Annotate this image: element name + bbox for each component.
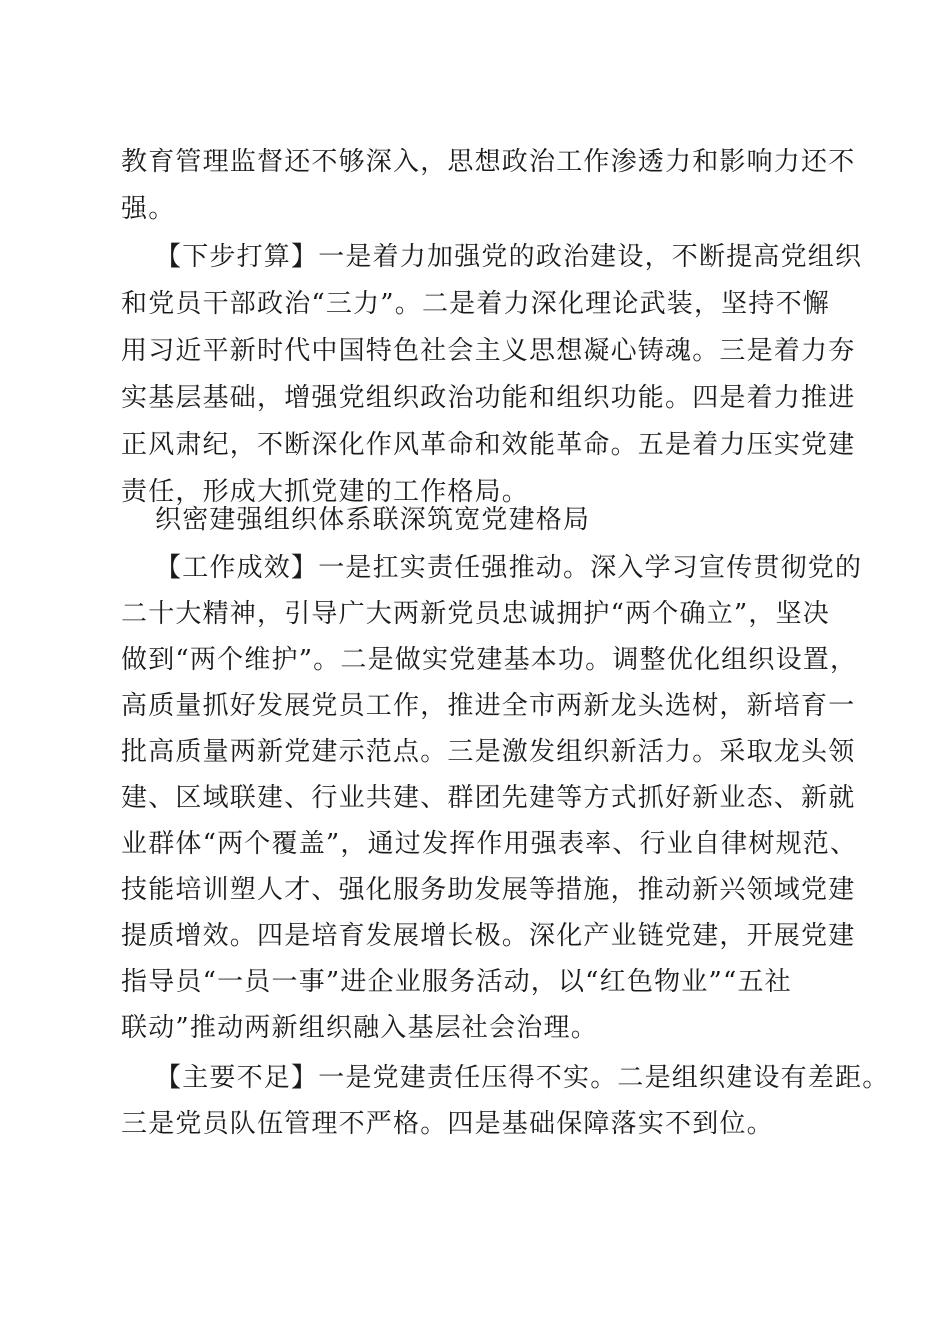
text-line: 【工作成效】一是扛实责任强推动。深入学习宣传贯彻党的 xyxy=(155,553,863,583)
text-line: 用习近平新时代中国特色社会主义思想凝心铸魂。三是着力夯 xyxy=(121,336,856,366)
text-line: 【主要不足】一是党建责任压得不实。二是组织建设有差距。 xyxy=(155,1063,890,1093)
text-line: 高质量抓好发展党员工作，推进全市两新龙头选树，新培育一 xyxy=(121,691,856,721)
text-line: 和党员干部政治“三力”。二是着力深化理论武装，坚持不懈 xyxy=(121,289,830,319)
text-line: 指导员“一员一事”进企业服务活动，以“红色物业”“五社 xyxy=(121,967,792,997)
text-line: 提质增效。四是培育发展增长极。深化产业链党建，开展党建 xyxy=(121,921,856,951)
text-line: 二十大精神，引导广大两新党员忠诚拥护“两个确立”，坚决 xyxy=(121,599,830,629)
text-line: 批高质量两新党建示范点。三是激发组织新活力。采取龙头领 xyxy=(121,737,856,767)
text-line: 实基层基础，增强党组织政治功能和组织功能。四是着力推进 xyxy=(121,383,856,413)
text-line: 教育管理监督还不够深入，思想政治工作渗透力和影响力还不 xyxy=(121,147,856,177)
text-line: 强。 xyxy=(121,194,176,224)
text-line: 业群体“两个覆盖”，通过发挥作用强表率、行业自律树规范、 xyxy=(121,829,858,859)
text-line: 正风肃纪，不断深化作风革命和效能革命。五是着力压实党建 xyxy=(121,430,856,460)
text-line: 【下步打算】一是着力加强党的政治建设，不断提高党组织 xyxy=(155,242,863,272)
text-line: 三是党员队伍管理不严格。四是基础保障落实不到位。 xyxy=(121,1109,774,1139)
text-line: 责任，形成大抓党建的工作格局。 xyxy=(121,477,530,507)
text-line: 建、区域联建、行业共建、群团先建等方式抓好新业态、新就 xyxy=(121,783,856,813)
section-heading: 织密建强组织体系联深筑宽党建格局 xyxy=(155,505,591,535)
text-line: 技能培训塑人才、强化服务助发展等措施，推动新兴领域党建 xyxy=(121,875,856,905)
text-line: 做到“两个维护”。二是做实党建基本功。调整优化组织设置， xyxy=(121,645,858,675)
text-line: 联动”推动两新组织融入基层社会治理。 xyxy=(121,1013,598,1043)
